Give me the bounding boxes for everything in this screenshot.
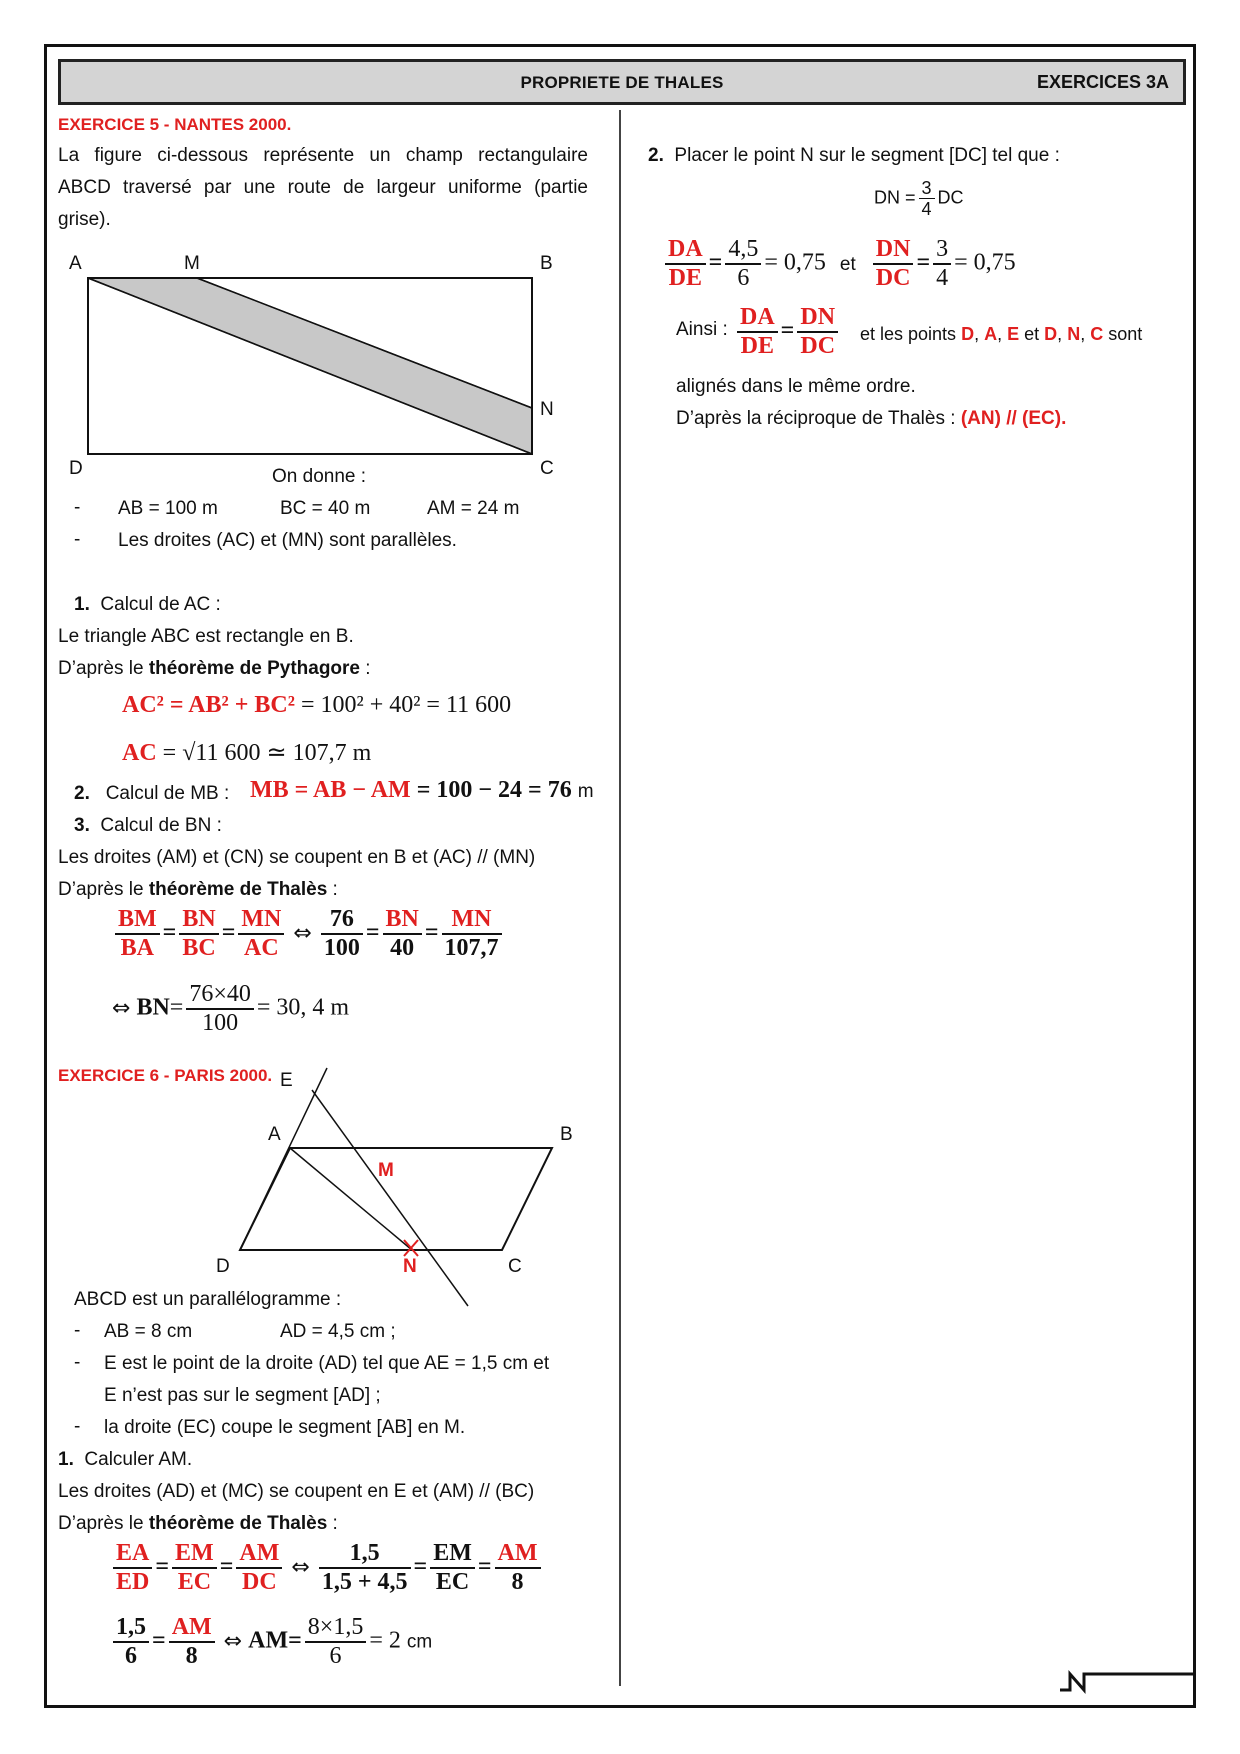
ex6-e-line2: E n’est pas sur le segment [AD] ;	[104, 1385, 381, 1406]
frac-15-45: 1,5 + 4,5	[321, 1569, 408, 1595]
frac-bc: BC	[182, 935, 216, 961]
bn-label: BN	[136, 994, 170, 1021]
frac-6b: 6	[737, 265, 750, 291]
equiv-icon: ⇔	[293, 920, 312, 946]
eq-sign: =	[365, 919, 380, 946]
am-label: AM	[248, 1627, 289, 1654]
frac-dc2: DC	[875, 265, 911, 291]
mb-unit: m	[577, 781, 594, 802]
frac-6: 6	[125, 1643, 137, 1669]
frac-15: 1,5	[319, 1540, 411, 1569]
frac-bn2: BN	[383, 906, 422, 935]
given-parallel: Les droites (AC) et (MN) sont parallèles.	[118, 530, 457, 551]
bn-denominator: 100	[202, 1010, 239, 1036]
ex6-point-n: N	[403, 1256, 417, 1277]
am-denominator: 6	[329, 1643, 342, 1669]
frac-dc: DC	[242, 1569, 277, 1595]
frac-ec: EC	[177, 1569, 212, 1595]
ex5-intro-line1: La figure ci-dessous représente un champ rectangulaire	[58, 145, 588, 166]
bullet-dash: -	[74, 1416, 81, 1437]
q3-number: 3.	[74, 815, 90, 836]
ex6-title: EXERCICE 6 - PARIS 2000.	[58, 1066, 273, 1085]
eq-sign: =	[780, 317, 795, 344]
q1-number: 1.	[74, 594, 90, 615]
frac-am2: AM	[495, 1540, 541, 1569]
bullet-dash: -	[74, 1320, 81, 1341]
bn-result: = 30, 4 m	[256, 994, 350, 1021]
q1-line2-theorem: théorème de Pythagore	[148, 658, 360, 679]
frac-1077: 107,7	[444, 935, 499, 961]
frac-45: 4,5	[725, 236, 761, 265]
point-label-m: M	[184, 253, 200, 274]
equiv-icon: ⇔	[112, 995, 131, 1021]
mb-calc: = 100 − 24 = 76	[416, 777, 572, 803]
header-title: PROPRIETE DE THALES	[520, 73, 724, 92]
eq-sign: =	[162, 919, 177, 946]
pt-d: D	[961, 324, 975, 344]
frac-am3: AM	[169, 1614, 215, 1643]
frac-dn: DN	[873, 236, 914, 265]
frac-100: 100	[323, 935, 360, 961]
frac-da: DA	[665, 236, 706, 265]
ex6-point-e: E	[280, 1070, 293, 1091]
bullet-dash: -	[74, 1352, 81, 1373]
pythagore-equation: AC² = AB² + BC²	[122, 692, 295, 718]
header-exercise-label: EXERCICES 3A	[1036, 72, 1169, 92]
q3-label: Calcul de BN :	[100, 815, 222, 836]
frac-8: 8	[511, 1569, 524, 1595]
frac-15b: 1,5	[113, 1614, 149, 1643]
conclusion-result: (AN) // (EC).	[960, 408, 1067, 429]
pt-a: A	[984, 324, 998, 344]
equiv-icon: ⇔	[291, 1554, 310, 1580]
frac-da2: DA	[737, 304, 778, 333]
frac-76: 76	[321, 906, 363, 935]
ex6-ab: AB = 8 cm	[104, 1321, 193, 1342]
ex6-q1-line2-pre: D’après le	[58, 1513, 149, 1534]
ex6-line1: ABCD est un parallélogramme :	[74, 1289, 342, 1310]
frac-de: DE	[668, 265, 702, 291]
ex6-e-line1: E est le point de la droite (AD) tel que AE = 1,5 cm et	[104, 1353, 550, 1374]
frac-dc3: DC	[800, 333, 836, 359]
eq-sign: =	[916, 249, 931, 276]
ex6-point-d: D	[216, 1256, 230, 1277]
ex5-intro-line2: ABCD traversé par une route de largeur uniforme (partie	[58, 177, 588, 198]
ex5-title: EXERCICE 5 - NANTES 2000.	[58, 115, 292, 134]
q2-number: 2.	[74, 783, 90, 804]
ex6-q1-label: Calculer AM.	[84, 1449, 193, 1470]
given-title: On donne :	[272, 466, 367, 487]
bullet-dash: -	[74, 497, 81, 518]
ex6-ec-line: la droite (EC) coupe le segment [AB] en M.	[104, 1417, 466, 1438]
q3-line2-pre: D’après le	[58, 879, 149, 900]
mb-formula: MB = AB − AM	[250, 777, 411, 803]
eq-sign: =	[152, 1627, 166, 1654]
pt-d2: D	[1044, 324, 1058, 344]
given-ab: AB = 100 m	[118, 498, 218, 519]
bullet-dash: -	[74, 529, 81, 550]
aligned-line: alignés dans le même ordre.	[676, 376, 916, 397]
frac-ea: EA	[113, 1540, 152, 1569]
eq-sign: =	[155, 1553, 170, 1580]
ex6-q2-number: 2.	[648, 145, 664, 166]
ex6-point-b: B	[560, 1124, 573, 1145]
ex5-intro-line3: grise).	[58, 209, 111, 230]
frac-ed: ED	[116, 1569, 150, 1595]
dn-pre: DN =	[874, 187, 916, 208]
ex6-q1-number: 1.	[58, 1449, 74, 1470]
eq-sign: =	[413, 1553, 428, 1580]
frac-de2: DE	[740, 333, 774, 359]
dn-post: DC	[937, 187, 964, 208]
frac-ec2: EC	[435, 1569, 470, 1595]
point-label-a: A	[69, 253, 82, 274]
frac-bn: BN	[179, 906, 218, 935]
dn-denominator: 4	[921, 199, 932, 219]
am-result: = 2	[369, 1627, 401, 1654]
frac-dn2: DN	[797, 304, 838, 333]
frac-ba: BA	[120, 935, 154, 961]
point-label-b: B	[540, 253, 553, 274]
ac-label: AC	[122, 740, 157, 766]
frac-3: 3	[933, 236, 951, 265]
frac-mn: MN	[238, 906, 284, 935]
q1-line2-pre: D’après le	[58, 658, 149, 679]
eq-sign: =	[169, 994, 184, 1021]
frac-bm: BM	[115, 906, 160, 935]
frac-mn2: MN	[442, 906, 502, 935]
eq-sign: =	[708, 249, 723, 276]
q3-line2-post: :	[327, 879, 338, 900]
eq-sign: =	[221, 919, 236, 946]
ex6-q2-label: Placer le point N sur le segment [DC] tel que :	[674, 145, 1060, 166]
pts-et: et	[1024, 324, 1040, 344]
bn-numerator: 76×40	[186, 981, 254, 1010]
ex6-q1-line1: Les droites (AD) et (MC) se coupent en E et (AM) // (BC)	[58, 1481, 535, 1502]
q2-label: Calcul de MB :	[105, 783, 230, 804]
point-label-d: D	[69, 458, 83, 479]
ex6-q1-line2-theorem: théorème de Thalès	[148, 1513, 328, 1534]
ac-result: = √11 600 ≃ 107,7 m	[162, 740, 372, 766]
q3-line2-theorem: théorème de Thalès	[148, 879, 328, 900]
frac-am: AM	[236, 1540, 282, 1569]
given-am: AM = 24 m	[427, 498, 520, 519]
pt-e: E	[1007, 324, 1020, 344]
q1-line1: Le triangle ABC est rectangle en B.	[58, 626, 354, 647]
ratio-result-2: = 0,75	[954, 249, 1016, 276]
frac-em: EM	[172, 1540, 217, 1569]
frac-8b: 8	[185, 1643, 198, 1669]
conclusion-pre: D’après la réciproque de Thalès :	[676, 408, 956, 429]
ratio-result-1: = 0,75	[764, 249, 826, 276]
point-label-c: C	[540, 458, 554, 479]
ainsi-post: et les points	[860, 324, 957, 344]
frac-4: 4	[936, 265, 949, 291]
eq-sign: =	[219, 1553, 234, 1580]
eq-sign: =	[477, 1553, 492, 1580]
ex6-point-a: A	[268, 1124, 281, 1145]
et-word: et	[839, 253, 856, 275]
eq-sign: =	[288, 1627, 302, 1654]
pythagore-calc: = 100² + 40² = 11 600	[300, 692, 512, 718]
frac-ac: AC	[244, 935, 279, 961]
given-bc: BC = 40 m	[280, 498, 371, 519]
q1-label: Calcul de AC :	[100, 594, 221, 615]
pt-c: C	[1090, 324, 1104, 344]
points-aligned-line: et les points D, A, E et D, N, C sont	[860, 324, 1143, 344]
ainsi-label: Ainsi :	[676, 319, 728, 340]
am-numerator: 8×1,5	[305, 1614, 367, 1643]
pts-sont: sont	[1108, 324, 1143, 344]
q3-line1: Les droites (AM) et (CN) se coupent en B et (AC) // (MN)	[58, 847, 536, 868]
eq-sign: =	[424, 919, 439, 946]
frac-em2: EM	[430, 1540, 475, 1569]
ex6-point-c: C	[508, 1256, 522, 1277]
dn-numerator: 3	[919, 178, 935, 199]
ex6-ad: AD = 4,5 cm ;	[280, 1321, 396, 1342]
point-label-n: N	[540, 399, 554, 420]
am-unit: cm	[406, 1631, 433, 1653]
ex6-q1-line2-post: :	[327, 1513, 338, 1534]
pt-n: N	[1067, 324, 1081, 344]
q1-line2-post: :	[360, 658, 371, 679]
ex6-point-m: M	[378, 1160, 394, 1181]
frac-40: 40	[390, 935, 415, 961]
equiv-icon: ⇔	[223, 1628, 243, 1654]
